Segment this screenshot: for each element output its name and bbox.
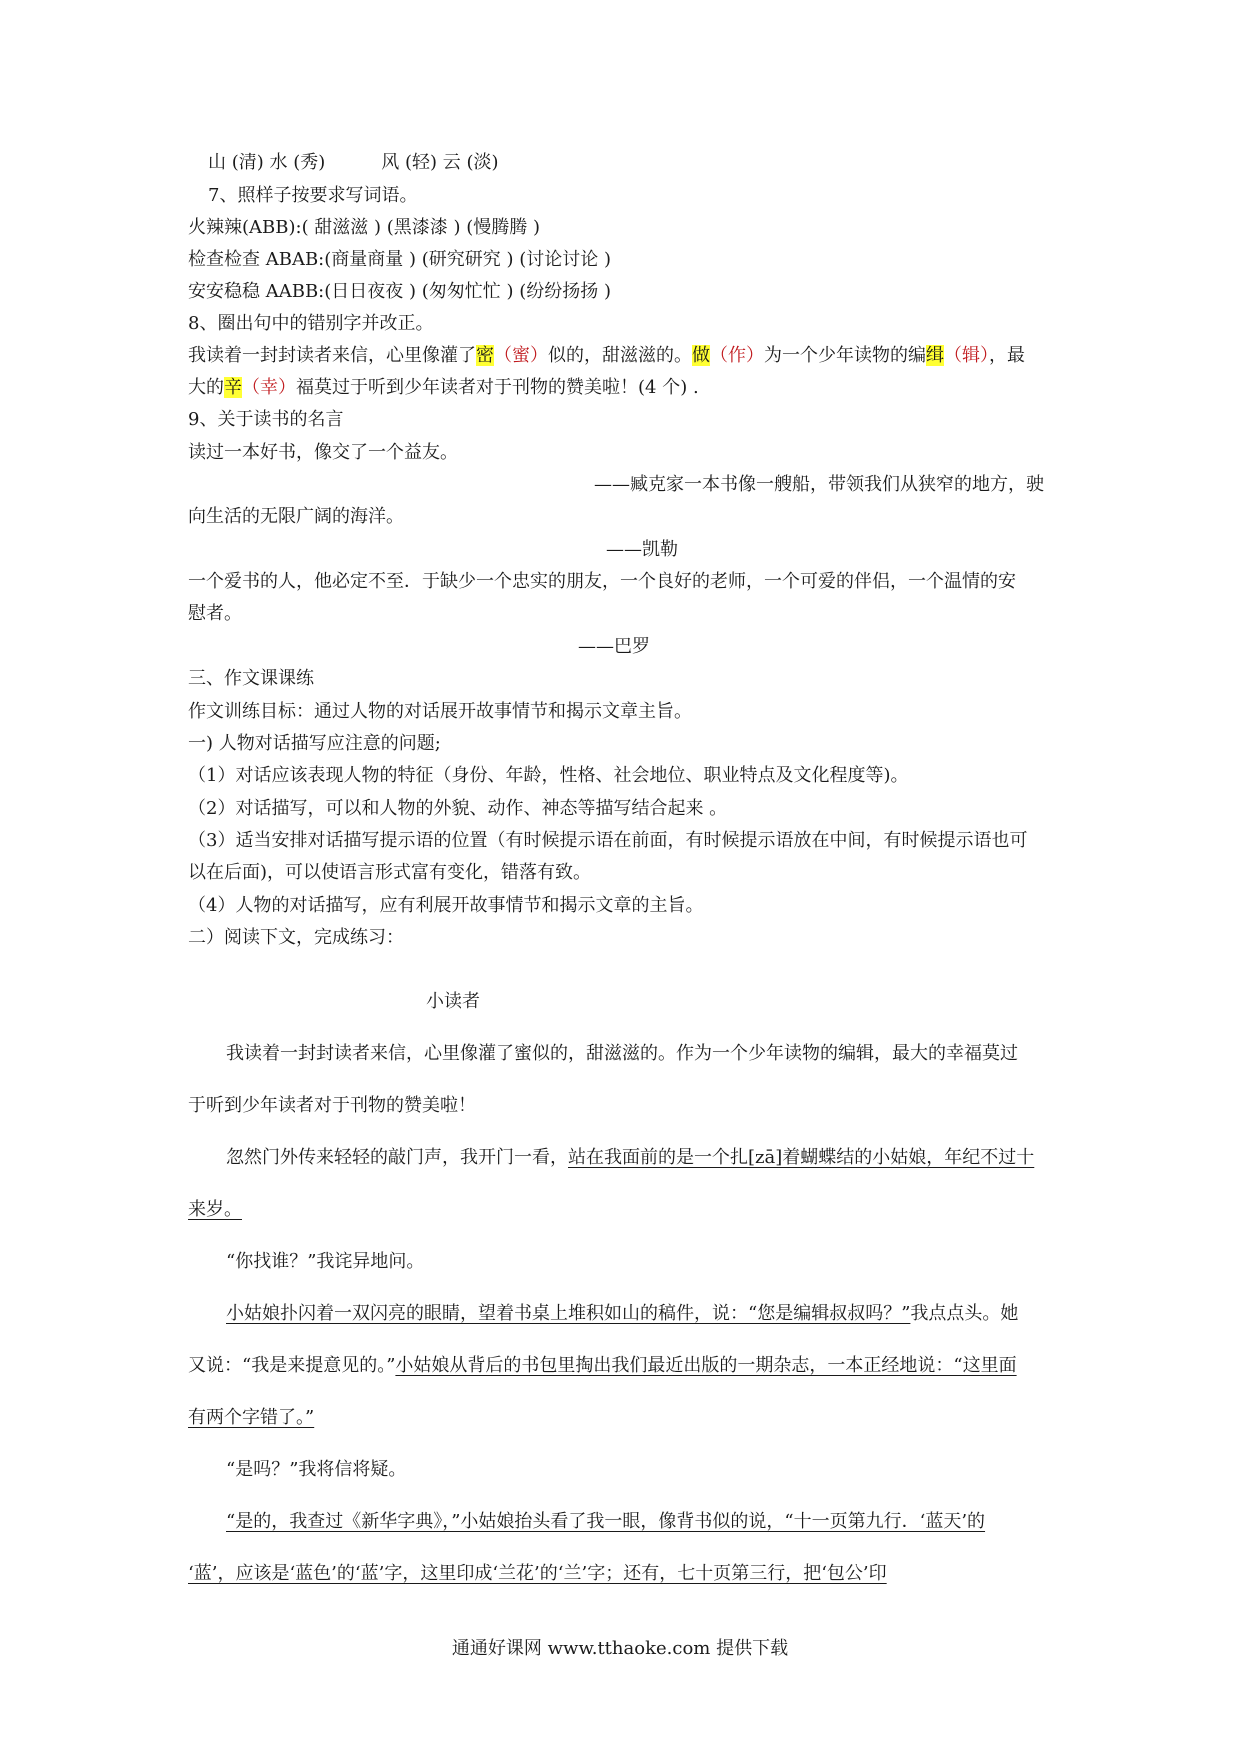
q8-text: 似的，甜滋滋的。 xyxy=(548,345,692,366)
q8-text: 我读着一封封读者来信，心里像灌了 xyxy=(188,345,476,366)
quote-attribution-1: ——臧克家一本书像一艘船，带领我们从狭窄的地方，驶 xyxy=(594,474,1044,495)
tip-3-line-2: 以在后面)，可以使语言形式富有变化，错落有致。 xyxy=(188,862,592,883)
story-p3: “你找谁？”我诧异地问。 xyxy=(226,1251,425,1272)
wrong-char-2: 做 xyxy=(692,345,710,366)
underlined-text: “是的，我查过《新华字典》，”小姑娘抬头看了我一眼，像背书似的说，“十一页第九行．‘蓝天’的 xyxy=(226,1511,986,1532)
tip-1: （1）对话应该表现人物的特征（身份、年龄，性格、社会地位、职业特点及文化程度等)。 xyxy=(188,765,909,786)
story-text: 我点点头。她 xyxy=(910,1303,1019,1324)
q7-aabb-line: 安安稳稳 AABB:(日日夜夜 ) (匆匆忙忙 ) (纷纷扬扬 ) xyxy=(188,281,611,302)
page-footer: 通通好课网 www.tthaoke.com 提供下载 xyxy=(451,1638,789,1659)
story-p2-line-1 xyxy=(226,1145,1096,1171)
q8-text: ，最 xyxy=(989,345,1025,366)
word-pair-1: 山 (清) 水 (秀) xyxy=(208,152,326,173)
q8-title: 8、圈出句中的错别字并改正。 xyxy=(188,313,434,334)
q9-title: 9、关于读书的名言 xyxy=(188,409,344,430)
underlined-text: ‘蓝’，应该是‘蓝色’的‘蓝’字，这里印成‘兰花’的‘兰’字；还有，七十页第三行，把‘包公’印 xyxy=(188,1563,887,1584)
story-p1-line-1: 我读着一封封读者来信，心里像灌了蜜似的，甜滋滋的。作为一个少年读物的编辑，最大的幸福莫过 xyxy=(226,1043,1018,1064)
quote-3-line-2: 慰者。 xyxy=(188,603,242,624)
underlined-text: 来岁。 xyxy=(188,1199,242,1220)
q8-text: 大的 xyxy=(188,377,224,398)
q8-sentence-line-2 xyxy=(188,375,1058,401)
correction-3: （辑） xyxy=(944,345,989,366)
story-p1-line-2: 于听到少年读者对于刊物的赞美啦！ xyxy=(188,1095,476,1116)
tip-4: （4）人物的对话描写，应有利展开故事情节和揭示文章的主旨。 xyxy=(188,895,704,916)
q7-abab-line: 检查检查 ABAB:(商量商量 ) (研究研究 ) (讨论讨论 ) xyxy=(188,249,611,270)
tip-3-line-1: （3）适当安排对话描写提示语的位置（有时候提示语在前面，有时候提示语放在中间，有时候提示语也可 xyxy=(188,830,1028,851)
wrong-char-4: 辛 xyxy=(224,377,242,398)
subsection-2-heading: 二）阅读下文，完成练习： xyxy=(188,927,404,948)
q8-text: 为一个少年读物的编 xyxy=(764,345,926,366)
word-pairs-line xyxy=(208,150,1078,176)
story-p5: “是吗？”我将信将疑。 xyxy=(226,1459,407,1480)
q7-title: 7、照样子按要求写词语。 xyxy=(208,185,418,206)
story-p4-line-1 xyxy=(226,1301,1096,1327)
quote-attribution-3: ——巴罗 xyxy=(578,636,650,657)
section-3-title: 三、作文课课练 xyxy=(188,668,314,689)
underlined-text: 小姑娘从背后的书包里掏出我们最近出版的一期杂志，一本正经地说：“这里面 xyxy=(395,1355,1017,1376)
q7-abb-line: 火辣辣(ABB):( 甜滋滋 ) (黑漆漆 ) (慢腾腾 ) xyxy=(188,217,541,238)
story-p6-line-2 xyxy=(188,1561,1058,1587)
story-p4-line-3 xyxy=(188,1405,1058,1431)
wrong-char-1: 密 xyxy=(476,345,494,366)
underlined-text: 有两个字错了。” xyxy=(188,1407,315,1428)
quote-1: 读过一本好书，像交了一个益友。 xyxy=(188,442,458,463)
story-p6-line-1 xyxy=(226,1509,1096,1535)
underlined-text: 站在我面前的是一个扎[zā]着蝴蝶结的小姑娘，年纪不过十 xyxy=(568,1147,1035,1168)
story-text: 又说：“我是来提意见的。” xyxy=(188,1355,396,1376)
writing-goal: 作文训练目标：通过人物的对话展开故事情节和揭示文章主旨。 xyxy=(188,701,692,722)
correction-4: （幸） xyxy=(242,377,296,398)
tip-2: （2）对话描写，可以和人物的外貌、动作、神态等描写结合起来 。 xyxy=(188,798,728,819)
quote-3-line-1: 一个爱书的人，他必定不至．于缺少一个忠实的朋友，一个良好的老师，一个可爱的伴侣，一个温情的安 xyxy=(188,571,1016,592)
q8-text: 福莫过于听到少年读者对于刊物的赞美啦！(4 个) . xyxy=(296,377,699,398)
story-title: 小读者 xyxy=(426,991,480,1012)
story-text: 忽然门外传来轻轻的敲门声，我开门一看， xyxy=(226,1147,568,1168)
quote-attribution-2: ——凯勒 xyxy=(606,539,678,560)
underlined-text: 小姑娘扑闪着一双闪亮的眼睛，望着书桌上堆积如山的稿件，说：“您是编辑叔叔吗？” xyxy=(226,1303,911,1324)
q8-sentence-line-1 xyxy=(188,343,1058,369)
correction-2: （作） xyxy=(710,345,764,366)
correction-1: （蜜） xyxy=(494,345,548,366)
story-p4-line-2 xyxy=(188,1353,1058,1379)
wrong-char-3: 缉 xyxy=(926,345,944,366)
word-pair-2: 风 (轻) 云 (淡) xyxy=(381,152,499,173)
subsection-1-heading: 一) 人物对话描写应注意的问题; xyxy=(188,733,441,754)
story-p2-line-2 xyxy=(188,1197,1058,1223)
quote-2-continued: 向生活的无限广阔的海洋。 xyxy=(188,506,404,527)
